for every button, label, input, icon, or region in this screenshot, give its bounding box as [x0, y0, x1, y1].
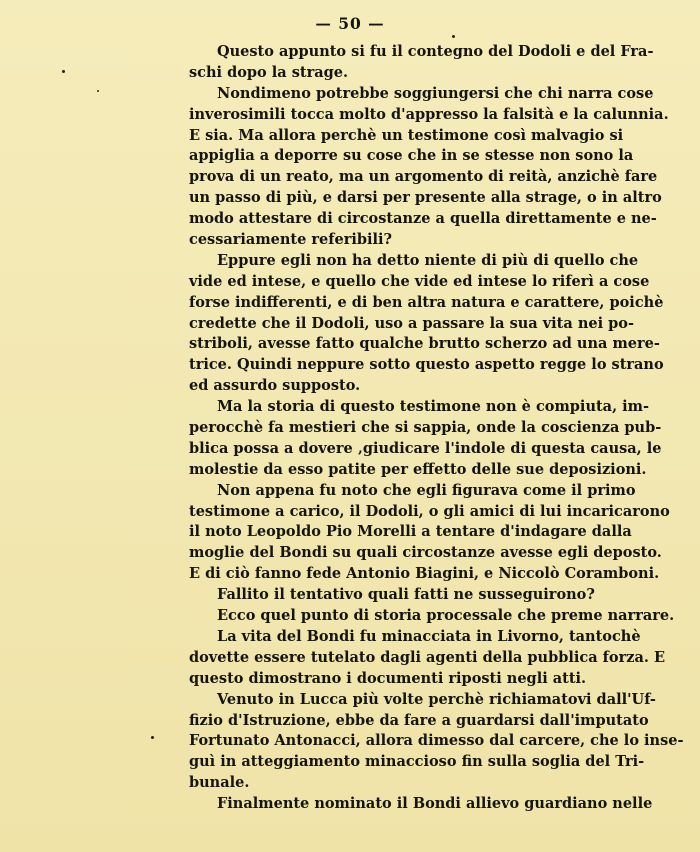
body-text: [189, 42, 684, 815]
text-line: perocchè fa mestieri che si sappia, onde la coscienza pub-: [189, 419, 662, 437]
text-line: testimone a carico, il Dodoli, o gli amici di lui incaricarono: [189, 502, 670, 520]
text-line: credette che il Dodoli, uso a passare la sua vita nei po-: [189, 314, 634, 332]
text-line: Fortunato Antonacci, allora dimesso dal carcere, che lo inse-: [189, 732, 684, 750]
text-line: Eppure egli non ha detto niente di più di quello che: [217, 251, 639, 269]
text-line: vide ed intese, e quello che vide ed intese lo riferì a cose: [189, 272, 650, 290]
text-line: il noto Leopoldo Pio Morelli a tentare d'indagare dalla: [189, 523, 632, 541]
text-line: striboli, avesse fatto qualche brutto scherzo ad una mere-: [189, 335, 660, 353]
text-line: bunale.: [189, 774, 250, 792]
page-number: — 50 —: [315, 14, 385, 33]
text-line: Non appena fu noto che egli figurava come il primo: [217, 481, 636, 499]
text-line: trice. Quindi neppure sotto questo aspetto regge lo strano: [189, 356, 664, 374]
paper-speck: [97, 90, 99, 92]
text-line: blica possa a dovere ‚giudicare l'indole di questa causa, le: [189, 439, 662, 457]
text-line: dovette essere tutelato dagli agenti della pubblica forza. E: [189, 648, 665, 666]
paper-speck: [452, 35, 455, 38]
text-line: inverosimili tocca molto d'appresso la falsità e la calunnia.: [189, 105, 669, 123]
text-line: Fallito il tentativo quali fatti ne susseguirono?: [217, 586, 595, 604]
text-line: ed assurdo supposto.: [189, 377, 361, 395]
text-line: E sia. Ma allora perchè un testimone così malvagio si: [189, 126, 624, 144]
text-line: molestie da esso patite per effetto delle sue deposizioni.: [189, 460, 647, 478]
text-line: modo attestare di circostanze a quella direttamente e ne-: [189, 210, 657, 228]
text-line: prova di un reato, ma un argomento di reità, anzichè fare: [189, 168, 658, 186]
text-line: forse indifferenti, e di ben altra natura e carattere, poichè: [189, 293, 664, 311]
text-line: Ma la storia di questo testimone non è compiuta, im-: [217, 398, 650, 416]
paper-speck: [62, 70, 65, 73]
text-line: schi dopo la strage.: [189, 63, 349, 81]
text-line: un passo di più, e darsi per presente alla strage, o in altro: [189, 189, 662, 207]
text-line: fizio d'Istruzione, ebbe da fare a guardarsi dall'imputato: [189, 711, 649, 729]
text-line: Questo appunto si fu il contegno del Dodoli e del Fra-: [217, 43, 654, 60]
text-line: cessariamente referibili?: [189, 231, 393, 249]
paper-speck: [151, 736, 154, 739]
text-line: Venuto in Lucca più volte perchè richiamatovi dall'Uf-: [217, 690, 656, 708]
text-line: Finalmente nominato il Bondi allievo guardiano nelle: [217, 795, 653, 813]
text-line: E di ciò fanno fede Antonio Biagini, e Niccolò Coramboni.: [189, 565, 660, 583]
text-line: Nondimeno potrebbe soggiungersi che chi narra cose: [217, 84, 654, 102]
text-line: appiglia a deporre su cose che in se stesse non sono la: [189, 147, 634, 165]
text-line: moglie del Bondi su quali circostanze avesse egli deposto.: [189, 544, 662, 562]
text-line: guì in atteggiamento minaccioso fin sulla soglia del Tri-: [189, 753, 645, 771]
text-line: questo dimostrano i documenti riposti negli atti.: [189, 669, 587, 687]
text-line: La vita del Bondi fu minacciata in Livorno, tantochè: [217, 627, 641, 645]
text-line: Ecco quel punto di storia processale che preme narrare.: [217, 607, 675, 625]
